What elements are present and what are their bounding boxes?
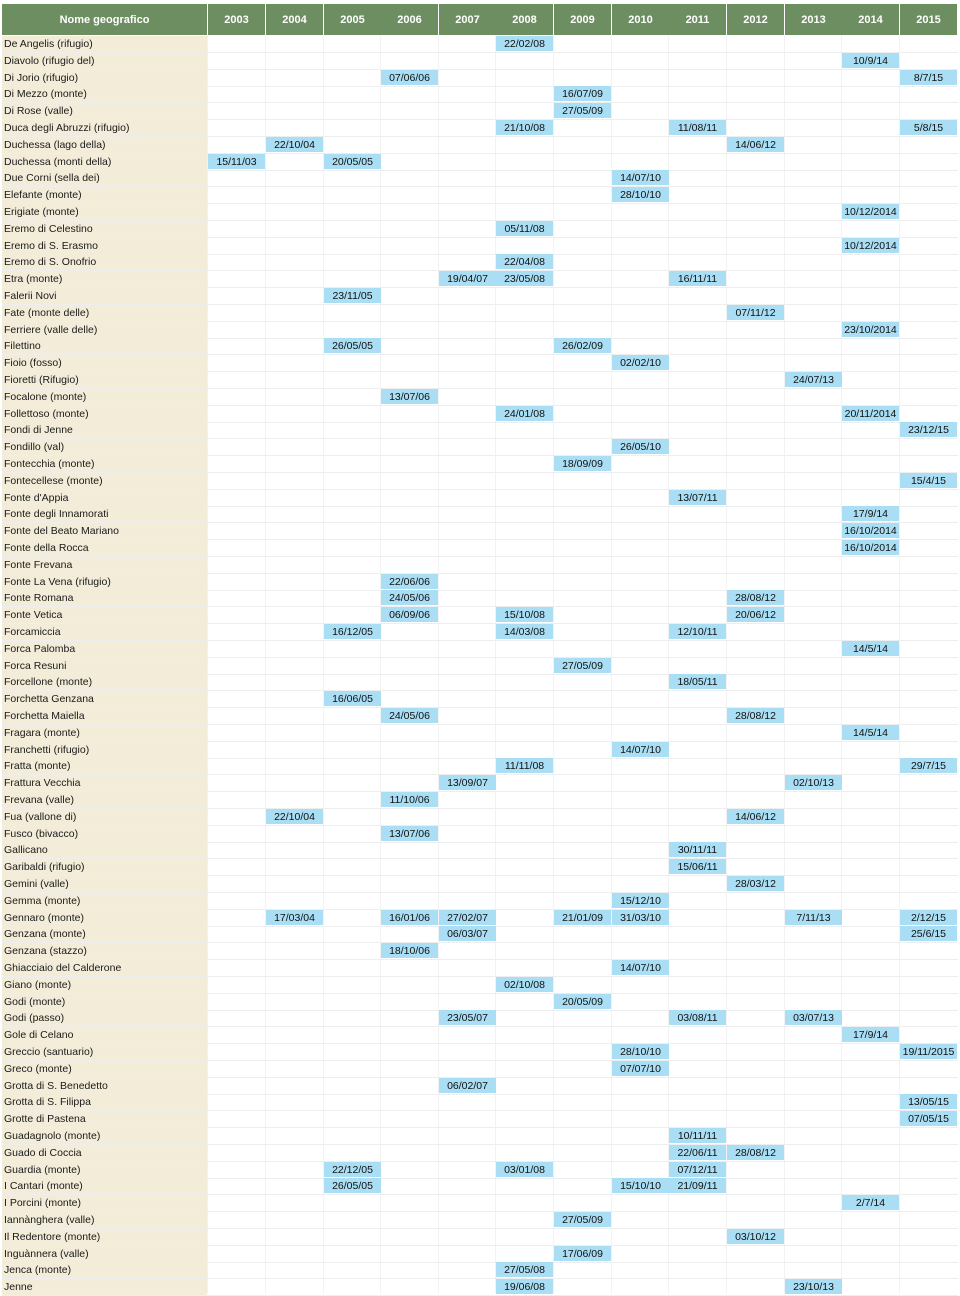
- date-cell: 23/11/05: [324, 288, 381, 303]
- date-cell: 10/11/11: [669, 1128, 726, 1143]
- date-cell: 03/01/08: [496, 1162, 553, 1177]
- row-name: Follettoso (monte): [2, 406, 207, 422]
- column-divider: [611, 36, 612, 1293]
- date-cell: 13/07/11: [669, 490, 726, 505]
- date-cell: 16/10/2014: [842, 540, 899, 555]
- date-cell: 22/12/05: [324, 1162, 381, 1177]
- row-name: Erigiate (monte): [2, 204, 207, 220]
- row-name: Fate (monte delle): [2, 305, 207, 321]
- date-cell: 23/10/13: [785, 1279, 842, 1294]
- row-name: Inguànnera (valle): [2, 1246, 207, 1262]
- date-cell: 27/05/09: [554, 658, 611, 673]
- row-name: Il Redentore (monte): [2, 1229, 207, 1245]
- date-cell: 13/05/15: [900, 1094, 957, 1109]
- date-cell: 20/05/05: [324, 154, 381, 169]
- date-cell: 02/10/08: [496, 977, 553, 992]
- date-cell: 14/03/08: [496, 624, 553, 639]
- row-name: Fonte Frevana: [2, 557, 207, 573]
- date-cell: 2/7/14: [842, 1195, 899, 1210]
- year-header-2013[interactable]: 2013: [785, 4, 842, 35]
- date-cell: 06/03/07: [439, 926, 496, 941]
- row-name: Grotta di S. Benedetto: [2, 1078, 207, 1094]
- row-name: Gemini (valle): [2, 876, 207, 892]
- row-name: Filettino: [2, 338, 207, 354]
- row-name: Godi (passo): [2, 1010, 207, 1026]
- column-divider: [438, 36, 439, 1293]
- date-cell: 24/05/06: [381, 590, 438, 605]
- row-name: Etra (monte): [2, 271, 207, 287]
- date-cell: 20/05/09: [554, 994, 611, 1009]
- date-cell: 14/06/12: [727, 137, 784, 152]
- date-cell: 23/05/08: [496, 271, 553, 286]
- date-cell: 11/11/08: [496, 758, 553, 773]
- date-cell: 28/10/10: [612, 187, 669, 202]
- row-name: Fonte La Vena (rifugio): [2, 574, 207, 590]
- date-cell: 14/5/14: [842, 725, 899, 740]
- date-cell: 23/05/07: [439, 1010, 496, 1025]
- date-cell: 15/10/08: [496, 607, 553, 622]
- date-cell: 11/10/06: [381, 792, 438, 807]
- date-cell: 20/06/12: [727, 607, 784, 622]
- date-cell: 23/10/2014: [842, 322, 899, 337]
- date-cell: 5/8/15: [900, 120, 957, 135]
- date-cell: 8/7/15: [900, 70, 957, 85]
- date-cell: 13/07/06: [381, 826, 438, 841]
- date-cell: 23/12/15: [900, 422, 957, 437]
- date-cell: 27/05/08: [496, 1262, 553, 1277]
- date-cell: 18/05/11: [669, 674, 726, 689]
- date-cell: 21/01/09: [554, 910, 611, 925]
- date-cell: 14/06/12: [727, 809, 784, 824]
- row-name: I Porcini (monte): [2, 1195, 207, 1211]
- row-name: De Angelis (rifugio): [2, 36, 207, 52]
- row-name: Guadagnolo (monte): [2, 1128, 207, 1144]
- date-cell: 17/06/09: [554, 1246, 611, 1261]
- date-cell: 26/02/09: [554, 338, 611, 353]
- date-cell: 07/07/10: [612, 1061, 669, 1076]
- row-name: Fonte Romana: [2, 590, 207, 606]
- row-name: Eremo di S. Erasmo: [2, 238, 207, 254]
- year-header-2008[interactable]: 2008: [496, 4, 553, 35]
- date-cell: 07/05/15: [900, 1111, 957, 1126]
- date-cell: 06/09/06: [381, 607, 438, 622]
- date-cell: 15/06/11: [669, 859, 726, 874]
- row-name: Fragara (monte): [2, 725, 207, 741]
- date-cell: 22/10/04: [266, 809, 323, 824]
- row-name: Guado di Coccia: [2, 1145, 207, 1161]
- year-header-2009[interactable]: 2009: [554, 4, 611, 35]
- date-cell: 22/04/08: [496, 254, 553, 269]
- date-cell: 11/08/11: [669, 120, 726, 135]
- date-cell: 28/03/12: [727, 876, 784, 891]
- row-name: Forca Resuni: [2, 658, 207, 674]
- row-name: Forca Palomba: [2, 641, 207, 657]
- date-cell: 28/10/10: [612, 1044, 669, 1059]
- date-cell: 26/05/05: [324, 1178, 381, 1193]
- date-cell: 29/7/15: [900, 758, 957, 773]
- row-name: Gemma (monte): [2, 893, 207, 909]
- row-name: Iannànghera (valle): [2, 1212, 207, 1228]
- date-cell: 15/11/03: [208, 154, 265, 169]
- date-cell: 15/12/10: [612, 893, 669, 908]
- row-name: Fondi di Jenne: [2, 422, 207, 438]
- row-name: Forchetta Genzana: [2, 691, 207, 707]
- row-name: Giano (monte): [2, 977, 207, 993]
- row-name: Guardia (monte): [2, 1162, 207, 1178]
- row-name: Fonte Vetica: [2, 607, 207, 623]
- date-cell: 18/10/06: [381, 943, 438, 958]
- date-cell: 06/02/07: [439, 1078, 496, 1093]
- year-header-2007[interactable]: 2007: [439, 4, 496, 35]
- year-header-2015[interactable]: 2015: [900, 4, 957, 35]
- date-cell: 03/08/11: [669, 1010, 726, 1025]
- row-name: Fusco (bivacco): [2, 826, 207, 842]
- row-name: I Cantari (monte): [2, 1178, 207, 1194]
- date-cell: 26/05/10: [612, 439, 669, 454]
- date-cell: 15/4/15: [900, 473, 957, 488]
- row-name: Genzana (monte): [2, 926, 207, 942]
- date-cell: 16/10/2014: [842, 523, 899, 538]
- row-name: Grotta di S. Filippa: [2, 1094, 207, 1110]
- date-cell: 14/5/14: [842, 641, 899, 656]
- date-cell: 24/01/08: [496, 406, 553, 421]
- date-cell: 22/06/11: [669, 1145, 726, 1160]
- row-name: Ghiacciaio del Calderone: [2, 960, 207, 976]
- date-cell: 21/09/11: [669, 1178, 726, 1193]
- row-name: Forchetta Maiella: [2, 708, 207, 724]
- date-cell: 18/09/09: [554, 456, 611, 471]
- row-name: Gole di Celano: [2, 1027, 207, 1043]
- row-name: Fonte degli Innamorati: [2, 506, 207, 522]
- date-cell: 27/05/09: [554, 103, 611, 118]
- column-divider: [668, 36, 669, 1293]
- date-cell: 28/08/12: [727, 708, 784, 723]
- row-name: Duchessa (monti della): [2, 154, 207, 170]
- year-header-2011[interactable]: 2011: [669, 4, 726, 35]
- date-cell: 24/05/06: [381, 708, 438, 723]
- year-header-2014[interactable]: 2014: [842, 4, 899, 35]
- row-name: Fonte del Beato Mariano: [2, 523, 207, 539]
- date-cell: 07/12/11: [669, 1162, 726, 1177]
- year-header-2004[interactable]: 2004: [266, 4, 323, 35]
- row-name: Diavolo (rifugio del): [2, 53, 207, 69]
- row-name: Gallicano: [2, 842, 207, 858]
- date-cell: 19/04/07: [439, 271, 496, 286]
- column-divider: [380, 36, 381, 1293]
- date-cell: 17/03/04: [266, 910, 323, 925]
- column-divider: [323, 36, 324, 1293]
- row-name: Fontecellese (monte): [2, 473, 207, 489]
- date-cell: 07/06/06: [381, 70, 438, 85]
- date-cell: 24/07/13: [785, 372, 842, 387]
- row-name: Fonte della Rocca: [2, 540, 207, 556]
- date-cell: 31/03/10: [612, 910, 669, 925]
- column-divider: [265, 36, 266, 1293]
- row-name: Di Rose (valle): [2, 103, 207, 119]
- date-cell: 22/06/06: [381, 574, 438, 589]
- date-cell: 14/07/10: [612, 742, 669, 757]
- date-cell: 27/02/07: [439, 910, 496, 925]
- column-divider: [784, 36, 785, 1293]
- column-divider: [207, 36, 208, 1293]
- year-header-2010[interactable]: 2010: [612, 4, 669, 35]
- date-cell: 21/10/08: [496, 120, 553, 135]
- row-name: Frevana (valle): [2, 792, 207, 808]
- date-cell: 7/11/13: [785, 910, 842, 925]
- name-column-header[interactable]: Nome geografico: [2, 4, 207, 35]
- date-cell: 10/12/2014: [842, 238, 899, 253]
- date-cell: 02/02/10: [612, 355, 669, 370]
- date-cell: 10/12/2014: [842, 204, 899, 219]
- row-name: Jenca (monte): [2, 1262, 207, 1278]
- date-cell: 17/9/14: [842, 1027, 899, 1042]
- date-cell: 16/06/05: [324, 691, 381, 706]
- date-cell: 17/9/14: [842, 506, 899, 521]
- row-name: Duchessa (lago della): [2, 137, 207, 153]
- date-cell: 12/10/11: [669, 624, 726, 639]
- date-cell: 2/12/15: [900, 910, 957, 925]
- row-name: Elefante (monte): [2, 187, 207, 203]
- row-name: Due Corni (sella dei): [2, 170, 207, 186]
- date-cell: 10/9/14: [842, 53, 899, 68]
- row-name: Falerii Novi: [2, 288, 207, 304]
- date-cell: 30/11/11: [669, 842, 726, 857]
- row-name: Fonte d'Appia: [2, 490, 207, 506]
- date-cell: 14/07/10: [612, 960, 669, 975]
- date-cell: 19/06/08: [496, 1279, 553, 1294]
- row-name: Forcamiccia: [2, 624, 207, 640]
- date-cell: 20/11/2014: [842, 406, 899, 421]
- date-cell: 16/07/09: [554, 86, 611, 101]
- year-header-2005[interactable]: 2005: [324, 4, 381, 35]
- column-divider: [726, 36, 727, 1293]
- date-cell: 27/05/09: [554, 1212, 611, 1227]
- row-name: Fratta (monte): [2, 758, 207, 774]
- year-header-2003[interactable]: 2003: [208, 4, 265, 35]
- date-cell: 14/07/10: [612, 170, 669, 185]
- date-cell: 05/11/08: [496, 221, 553, 236]
- row-name: Gennaro (monte): [2, 910, 207, 926]
- row-name: Eremo di Celestino: [2, 221, 207, 237]
- date-cell: 26/05/05: [324, 338, 381, 353]
- row-name: Duca degli Abruzzi (rifugio): [2, 120, 207, 136]
- date-cell: 16/12/05: [324, 624, 381, 639]
- row-name: Fioio (fosso): [2, 355, 207, 371]
- row-name: Eremo di S. Onofrio: [2, 254, 207, 270]
- date-cell: 16/11/11: [669, 271, 726, 286]
- row-name: Garibaldi (rifugio): [2, 859, 207, 875]
- date-cell: 16/01/06: [381, 910, 438, 925]
- row-name: Di Mezzo (monte): [2, 86, 207, 102]
- year-header-2012[interactable]: 2012: [727, 4, 784, 35]
- date-cell: 13/09/07: [439, 775, 496, 790]
- row-name: Di Jorio (rifugio): [2, 70, 207, 86]
- date-cell: 22/10/04: [266, 137, 323, 152]
- row-name: Greco (monte): [2, 1061, 207, 1077]
- row-name: Fua (vallone di): [2, 809, 207, 825]
- date-cell: 13/07/06: [381, 389, 438, 404]
- date-cell: 25/6/15: [900, 926, 957, 941]
- column-divider: [841, 36, 842, 1293]
- row-name: Greccio (santuario): [2, 1044, 207, 1060]
- date-cell: 02/10/13: [785, 775, 842, 790]
- row-name: Focalone (monte): [2, 389, 207, 405]
- row-name: Fioretti (Rifugio): [2, 372, 207, 388]
- row-name: Grotte di Pastena: [2, 1111, 207, 1127]
- row-name: Fondillo (val): [2, 439, 207, 455]
- row-name: Genzana (stazzo): [2, 943, 207, 959]
- year-header-2006[interactable]: 2006: [381, 4, 438, 35]
- row-name: Ferriere (valle delle): [2, 322, 207, 338]
- row-name: Franchetti (rifugio): [2, 742, 207, 758]
- row-name: Forcellone (monte): [2, 674, 207, 690]
- date-cell: 28/08/12: [727, 590, 784, 605]
- row-name: Godi (monte): [2, 994, 207, 1010]
- date-cell: 07/11/12: [727, 305, 784, 320]
- date-cell: 19/11/2015: [900, 1044, 957, 1059]
- date-cell: 22/02/08: [496, 36, 553, 51]
- date-cell: 03/07/13: [785, 1010, 842, 1025]
- date-cell: 03/10/12: [727, 1229, 784, 1244]
- row-name: Frattura Vecchia: [2, 775, 207, 791]
- row-name: Fontecchia (monte): [2, 456, 207, 472]
- row-name: Jenne: [2, 1279, 207, 1295]
- date-cell: 15/10/10: [612, 1178, 669, 1193]
- date-cell: 28/08/12: [727, 1145, 784, 1160]
